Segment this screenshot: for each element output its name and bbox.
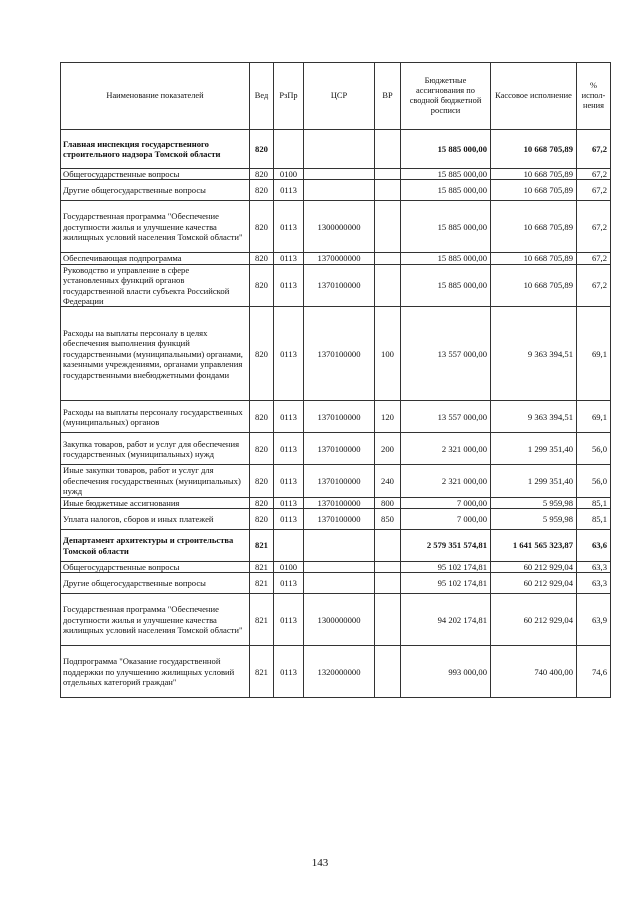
cell-cash: 60 212 929,04 [491,562,577,573]
cell-percent: 69,1 [577,307,611,401]
cell-vr: 100 [375,307,401,401]
cell-percent: 67,2 [577,130,611,169]
cell-csr: 1370100000 [304,264,375,307]
cell-ved: 820 [250,465,274,497]
cell-budget: 15 885 000,00 [401,264,491,307]
cell-ved: 821 [250,562,274,573]
cell-percent: 85,1 [577,497,611,508]
cell-budget: 2 321 000,00 [401,433,491,465]
cell-ved: 820 [250,509,274,530]
table-row [61,433,611,465]
cell-name: Уплата налогов, сборов и иных платежей [61,509,250,530]
cell-csr: 1300000000 [304,594,375,646]
cell-csr: 1320000000 [304,646,375,698]
header-ved: Вед [250,63,274,130]
cell-name: Государственная программа "Обеспечение доступности жилья и улучшение качества жилищных условий населения Томской области" [61,594,250,646]
cell-name: Расходы на выплаты персоналу в целях обеспечения выполнения функций государственными (муниципальными) органами, казенными учреждениями, органами управления государственными внебюджетными фондами [61,307,250,401]
cell-rzpr: 0113 [274,201,304,253]
cell-budget: 2 321 000,00 [401,465,491,497]
cell-percent: 69,1 [577,401,611,433]
table-row [61,562,611,573]
table-row [61,465,611,497]
cell-vr [375,201,401,253]
cell-name: Общегосударственные вопросы [61,169,250,180]
cell-name: Обеспечивающая подпрограмма [61,253,250,264]
cell-ved: 821 [250,573,274,594]
table-row [61,264,611,307]
cell-vr [375,169,401,180]
cell-rzpr [274,530,304,562]
cell-csr [304,169,375,180]
cell-budget: 15 885 000,00 [401,130,491,169]
cell-ved: 820 [250,497,274,508]
cell-csr [304,573,375,594]
cell-vr [375,130,401,169]
table-row [61,573,611,594]
table-row [61,509,611,530]
cell-name: Главная инспекция государственного строительного надзора Томской области [61,130,250,169]
cell-rzpr: 0113 [274,433,304,465]
cell-budget: 13 557 000,00 [401,307,491,401]
cell-cash: 10 668 705,89 [491,201,577,253]
cell-cash: 60 212 929,04 [491,594,577,646]
cell-budget: 7 000,00 [401,497,491,508]
cell-ved: 820 [250,433,274,465]
header-cash: Кассовое исполнение [491,63,577,130]
cell-budget: 15 885 000,00 [401,201,491,253]
cell-rzpr: 0113 [274,253,304,264]
cell-rzpr: 0100 [274,169,304,180]
cell-name: Закупка товаров, работ и услуг для обеспечения государственных (муниципальных) нужд [61,433,250,465]
cell-name: Подпрограмма "Оказание государственной поддержки по улучшению жилищных условий отдельных категорий граждан" [61,646,250,698]
cell-percent: 74,6 [577,646,611,698]
cell-budget: 95 102 174,81 [401,562,491,573]
cell-ved: 820 [250,264,274,307]
cell-percent: 63,9 [577,594,611,646]
cell-cash: 60 212 929,04 [491,573,577,594]
cell-budget: 993 000,00 [401,646,491,698]
cell-cash: 5 959,98 [491,509,577,530]
cell-name: Департамент архитектуры и строительства Томской области [61,530,250,562]
cell-cash: 10 668 705,89 [491,130,577,169]
cell-csr [304,530,375,562]
table-row [61,307,611,401]
cell-csr: 1370100000 [304,465,375,497]
cell-csr [304,562,375,573]
table-body [61,130,611,698]
budget-execution-table [60,62,611,698]
table-row [61,201,611,253]
cell-vr [375,180,401,201]
cell-cash: 10 668 705,89 [491,253,577,264]
cell-rzpr: 0113 [274,264,304,307]
cell-percent: 67,2 [577,180,611,201]
cell-name: Иные бюджетные ассигнования [61,497,250,508]
cell-budget: 13 557 000,00 [401,401,491,433]
cell-rzpr: 0113 [274,180,304,201]
cell-name: Государственная программа "Обеспечение доступности жилья и улучшение качества жилищных условий населения Томской области" [61,201,250,253]
table-row [61,530,611,562]
cell-budget: 2 579 351 574,81 [401,530,491,562]
cell-name: Общегосударственные вопросы [61,562,250,573]
cell-budget: 7 000,00 [401,509,491,530]
cell-csr [304,180,375,201]
cell-vr: 200 [375,433,401,465]
cell-cash: 740 400,00 [491,646,577,698]
cell-ved: 820 [250,130,274,169]
cell-percent: 63,3 [577,573,611,594]
cell-budget: 95 102 174,81 [401,573,491,594]
header-rzpr: РзПр [274,63,304,130]
cell-budget: 94 202 174,81 [401,594,491,646]
cell-rzpr: 0113 [274,497,304,508]
cell-percent: 85,1 [577,509,611,530]
header-csr: ЦСР [304,63,375,130]
cell-vr [375,562,401,573]
cell-rzpr [274,130,304,169]
table-row [61,169,611,180]
cell-percent: 67,2 [577,253,611,264]
cell-ved: 820 [250,180,274,201]
cell-budget: 15 885 000,00 [401,180,491,201]
cell-percent: 56,0 [577,465,611,497]
table-row [61,180,611,201]
cell-ved: 821 [250,594,274,646]
cell-name: Руководство и управление в сфере установленных функций органов государственной власти субъекта Российской Федерации [61,264,250,307]
header-vr: ВР [375,63,401,130]
table-row [61,497,611,508]
cell-ved: 821 [250,530,274,562]
cell-ved: 820 [250,253,274,264]
cell-csr: 1370100000 [304,401,375,433]
cell-rzpr: 0113 [274,646,304,698]
header-percent: % испол-нения [577,63,611,130]
cell-csr: 1370000000 [304,253,375,264]
header-name: Наименование показателей [61,63,250,130]
cell-rzpr: 0100 [274,562,304,573]
cell-percent: 56,0 [577,433,611,465]
cell-name: Расходы на выплаты персоналу государственных (муниципальных) органов [61,401,250,433]
cell-rzpr: 0113 [274,573,304,594]
cell-budget: 15 885 000,00 [401,169,491,180]
cell-cash: 1 641 565 323,87 [491,530,577,562]
cell-ved: 820 [250,201,274,253]
cell-ved: 820 [250,307,274,401]
cell-rzpr: 0113 [274,509,304,530]
table-row [61,646,611,698]
cell-csr: 1370100000 [304,497,375,508]
cell-cash: 10 668 705,89 [491,264,577,307]
cell-percent: 67,2 [577,264,611,307]
cell-cash: 9 363 394,51 [491,401,577,433]
header-budget: Бюджетные ассигнования по сводной бюджетной росписи [401,63,491,130]
cell-name: Другие общегосударственные вопросы [61,573,250,594]
table-header-row [61,63,611,130]
cell-vr [375,594,401,646]
cell-cash: 10 668 705,89 [491,180,577,201]
cell-vr [375,646,401,698]
cell-budget: 15 885 000,00 [401,253,491,264]
cell-name: Иные закупки товаров, работ и услуг для обеспечения государственных (муниципальных) нужд [61,465,250,497]
cell-cash: 9 363 394,51 [491,307,577,401]
cell-cash: 10 668 705,89 [491,169,577,180]
cell-percent: 63,6 [577,530,611,562]
cell-ved: 821 [250,646,274,698]
cell-rzpr: 0113 [274,401,304,433]
table-row [61,594,611,646]
table-row [61,401,611,433]
cell-vr: 800 [375,497,401,508]
cell-csr [304,130,375,169]
cell-vr [375,253,401,264]
cell-csr: 1370100000 [304,307,375,401]
cell-rzpr: 0113 [274,594,304,646]
cell-csr: 1370100000 [304,509,375,530]
cell-rzpr: 0113 [274,465,304,497]
cell-cash: 5 959,98 [491,497,577,508]
cell-vr: 240 [375,465,401,497]
cell-vr [375,264,401,307]
cell-vr [375,530,401,562]
cell-cash: 1 299 351,40 [491,433,577,465]
cell-csr: 1300000000 [304,201,375,253]
cell-percent: 67,2 [577,169,611,180]
table-row [61,130,611,169]
cell-ved: 820 [250,169,274,180]
cell-csr: 1370100000 [304,433,375,465]
cell-rzpr: 0113 [274,307,304,401]
table-row [61,253,611,264]
page-number: 143 [311,857,329,869]
cell-vr: 120 [375,401,401,433]
cell-vr: 850 [375,509,401,530]
cell-cash: 1 299 351,40 [491,465,577,497]
cell-ved: 820 [250,401,274,433]
cell-percent: 67,2 [577,201,611,253]
cell-name: Другие общегосударственные вопросы [61,180,250,201]
cell-vr [375,573,401,594]
cell-percent: 63,3 [577,562,611,573]
